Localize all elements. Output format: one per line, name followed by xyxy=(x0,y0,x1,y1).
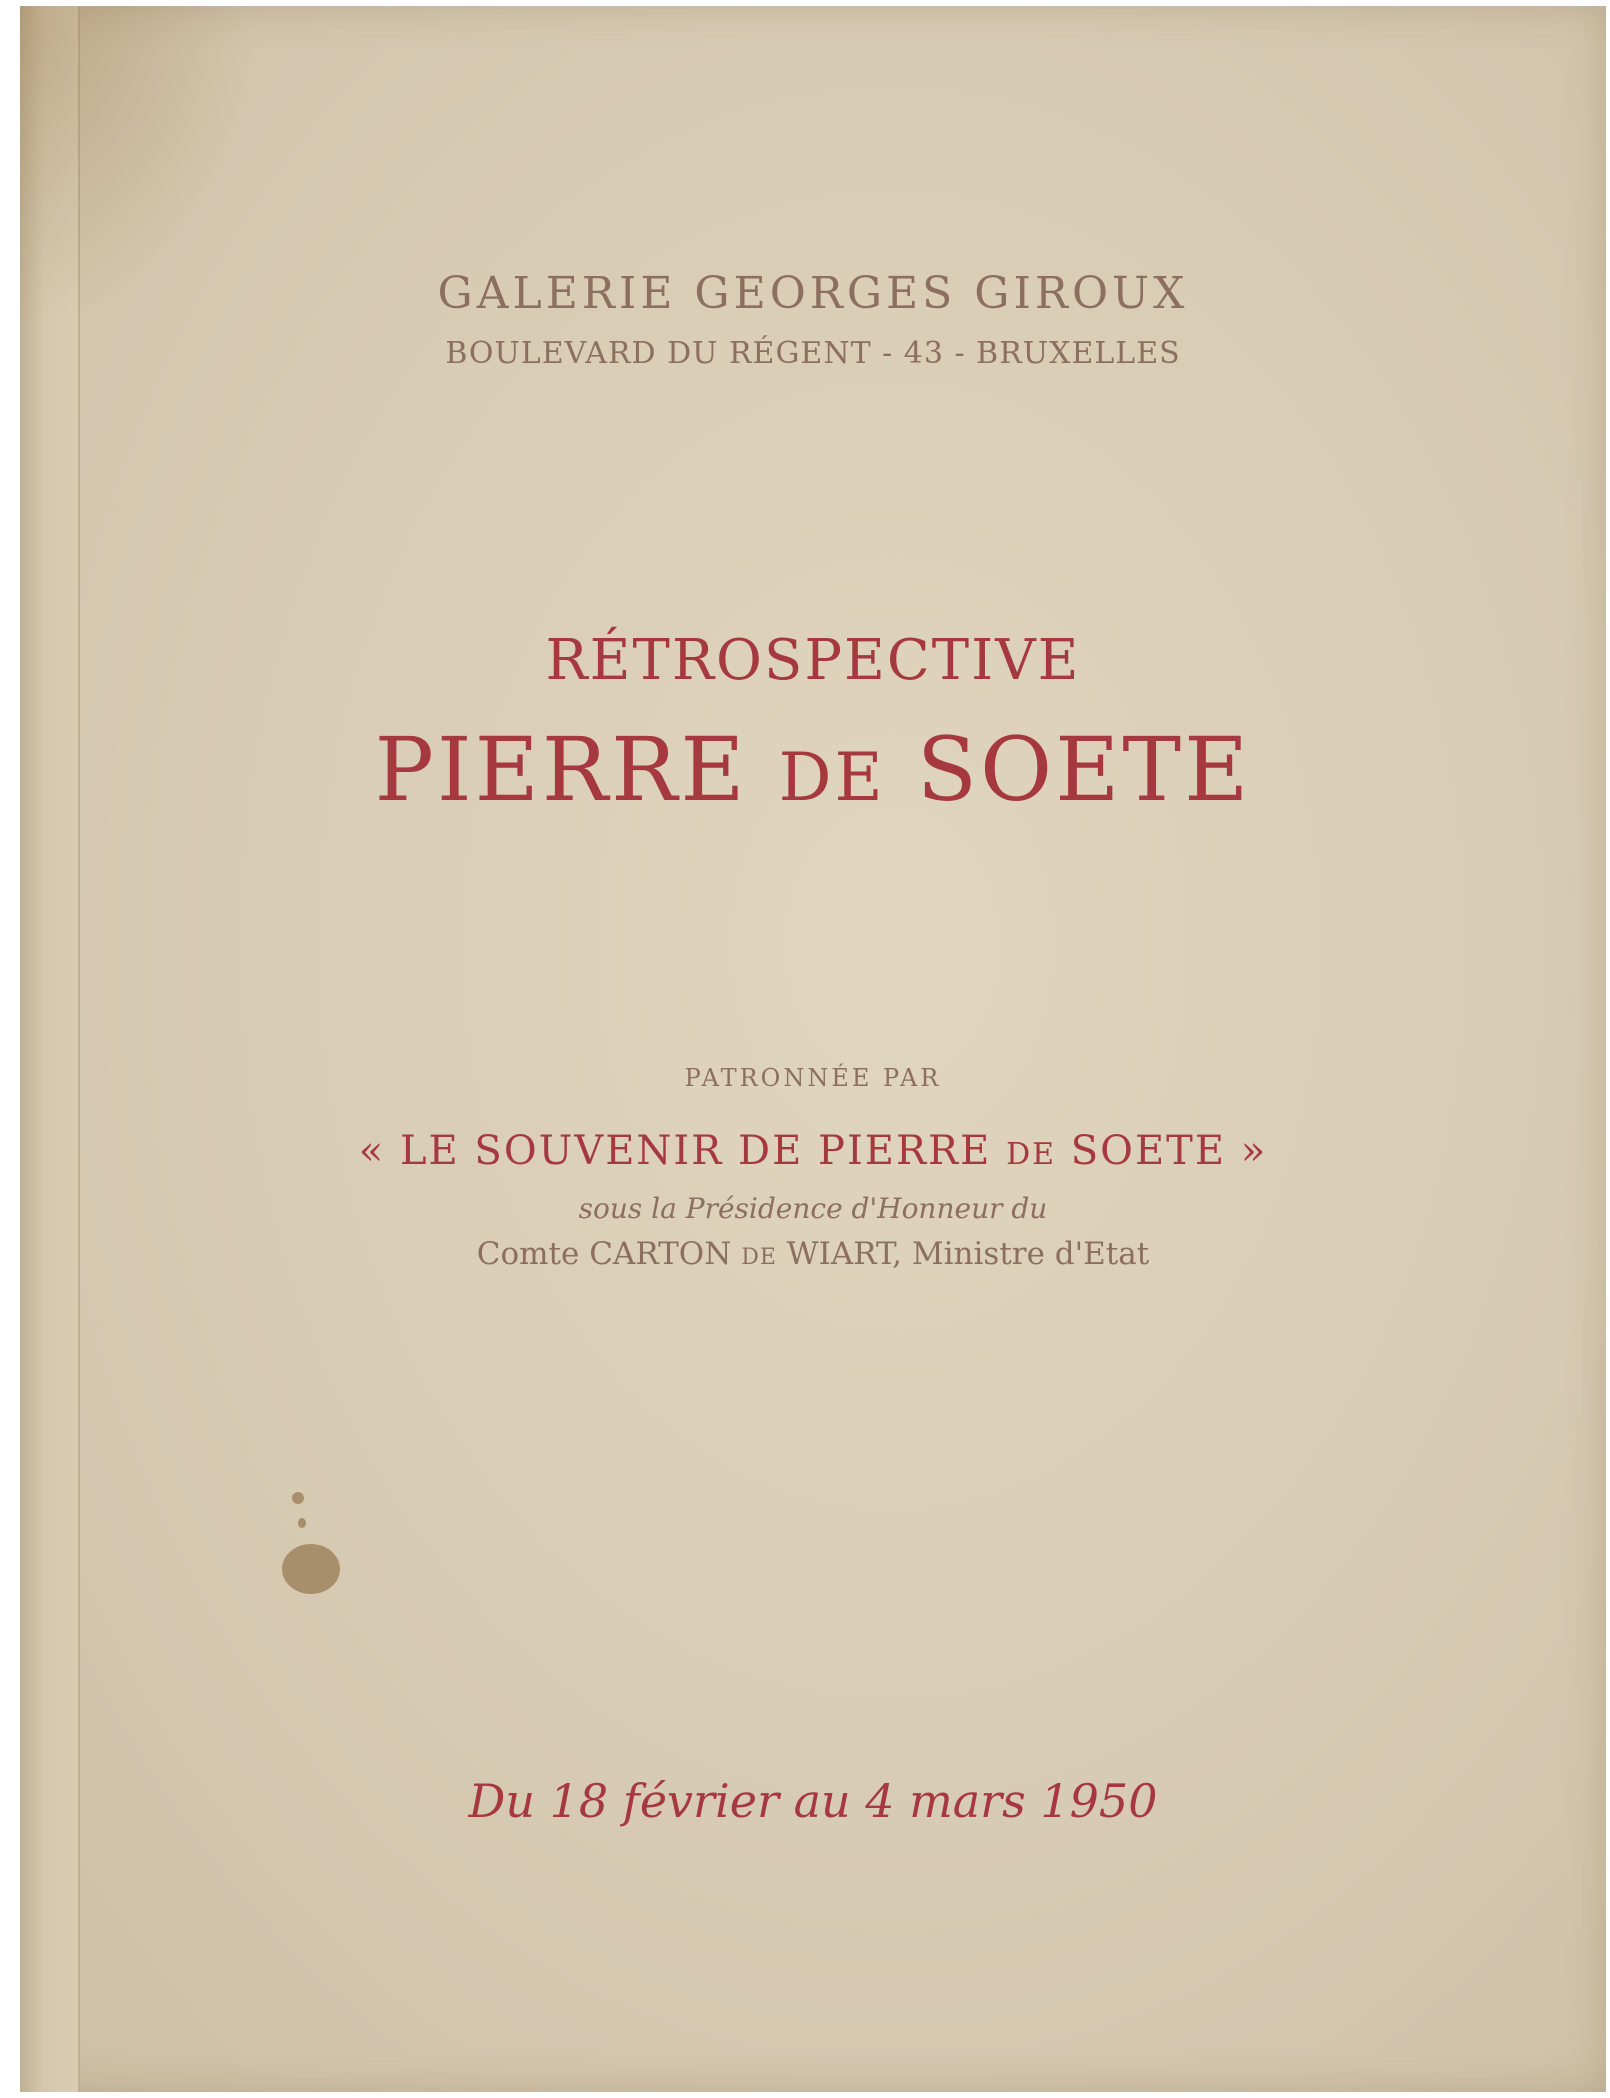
patron-society-particle: DE xyxy=(1006,1137,1057,1172)
catalog-cover xyxy=(20,6,1606,2092)
patron-society xyxy=(20,1128,1606,1174)
ink-stain-drop-small xyxy=(298,1518,306,1528)
patronage-label: PATRONNÉE PAR xyxy=(684,1064,942,1092)
artist-last-name: SOETE xyxy=(916,718,1252,821)
patron-society-close: SOETE » xyxy=(1070,1128,1268,1174)
exhibition-type: RÉTROSPECTIVE xyxy=(545,628,1081,693)
comte-rest: WIART, Ministre d'Etat xyxy=(786,1236,1150,1272)
ink-stain-drop xyxy=(292,1492,304,1504)
artist-name xyxy=(20,718,1606,821)
comte-particle: DE xyxy=(741,1245,777,1270)
gallery-address: BOULEVARD DU RÉGENT - 43 - BRUXELLES xyxy=(445,336,1181,371)
exhibition-dates: Du 18 février au 4 mars 1950 xyxy=(468,1774,1158,1828)
comte-title: Comte CARTON xyxy=(476,1236,732,1272)
artist-particle: DE xyxy=(778,739,886,816)
gallery-name: GALERIE GEORGES GIROUX xyxy=(437,268,1189,319)
ink-stain xyxy=(282,1544,340,1594)
artist-first-name: PIERRE xyxy=(374,718,748,821)
presidence-line: sous la Présidence d'Honneur du xyxy=(578,1192,1048,1225)
honorary-president xyxy=(20,1236,1606,1272)
patron-society-open: « LE SOUVENIR DE PIERRE xyxy=(358,1128,992,1174)
